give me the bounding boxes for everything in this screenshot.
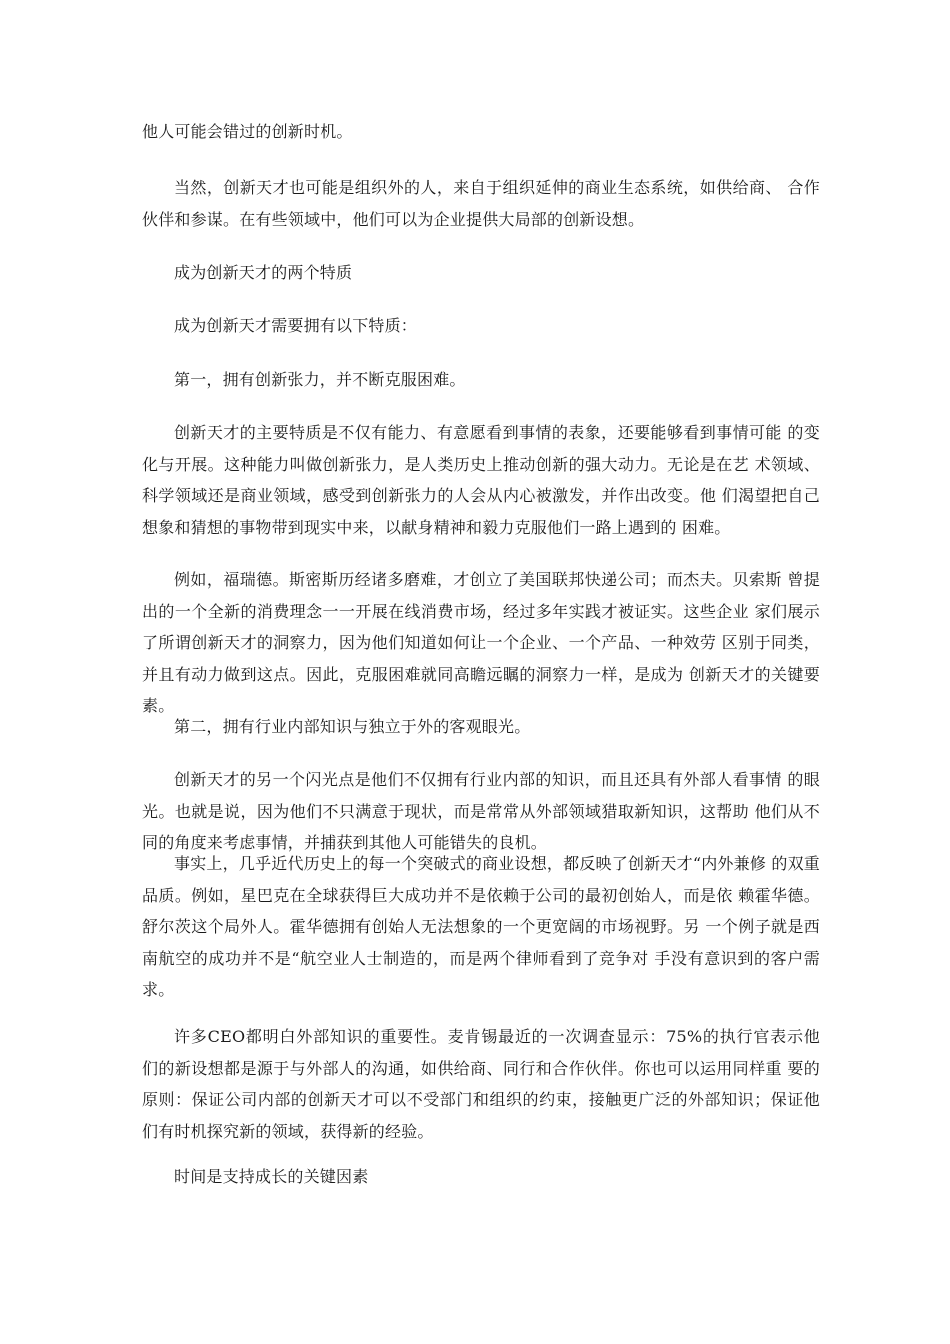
- subheading-first-trait: 第一，拥有创新张力，并不断克服困难。: [174, 370, 466, 389]
- paragraph-mckinsey-survey: 许多CEO都明白外部知识的重要性。麦肯锡最近的一次调查显示：75%的执行官表示他 们的新设想都是源于与外部人的沟通，如供给商、同行和合作伙伴。你也可以运用同样重 要的原则：保证公司内部的创新天才可以不受部门和组织的约束，接触更广泛的外部知识；保证他们有时机探究新的领域，获得新的经验。: [142, 1027, 820, 1141]
- paragraph-outsider-view: 创新天才的另一个闪光点是他们不仅拥有行业内部的知识，而且还具有外部人看事情 的眼光。也就是说，因为他们不只满意于现状，而是常常从外部领域猎取新知识，这帮助 他们从不同的角度来考虑事情，并捕获到其他人可能错失的良机。: [142, 770, 820, 852]
- section-heading-two-traits: 成为创新天才的两个特质: [174, 263, 353, 282]
- subheading-second-trait: 第二，拥有行业内部知识与独立于外的客观眼光。: [174, 717, 531, 736]
- paragraph-external-genius: 当然，创新天才也可能是组织外的人，来自于组织延伸的商业生态系统，如供给商、 合作伙伴和参谋。在有些领域中，他们可以为企业提供大局部的创新设想。: [142, 178, 820, 229]
- paragraph-starbucks-example: 事实上，几乎近代历史上的每一个突破式的商业设想，都反映了创新天才“内外兼修 的双重品质。例如，星巴克在全球获得巨大成功并不是依赖于公司的最初创始人，而是依 赖霍华德。舒尔茨这个局外人。霍华德拥有创始人无法想象的一个更宽阔的市场视野。另 一个例子就是西南航空的成功并不是“航空业人士制造的，而是两个律师看到了竞争对 手没有意识到的客户需求。: [142, 854, 820, 999]
- paragraph-continuation: 他人可能会错过的创新时机。: [142, 122, 353, 141]
- paragraph-innovation-tension: 创新天才的主要特质是不仅有能力、有意愿看到事情的表象，还要能够看到事情可能 的变化与开展。这种能力叫做创新张力，是人类历史上推动创新的强大动力。无论是在艺 术领域、科学领域还是商业领域，感受到创新张力的人会从内心被激发，并作出改变。他 们渴望把自己想象和猜想的事物带到现实中来，以献身精神和毅力克服他们一路上遇到的 困难。: [142, 423, 820, 537]
- section-heading-time: 时间是支持成长的关键因素: [174, 1167, 369, 1186]
- paragraph-fedex-example: 例如，福瑞德。斯密斯历经诸多磨难，才创立了美国联邦快递公司；而杰夫。贝索斯 曾提出的一个全新的消费理念一一开展在线消费市场，经过多年实践才被证实。这些企业 家们展示了所谓创新天才的洞察力，因为他们知道如何让一个企业、一个产品、一种效劳 区别于同类，并且有动力做到这点。因此，克服困难就同高瞻远瞩的洞察力一样，是成为 创新天才的关键要素。: [142, 570, 820, 715]
- paragraph-traits-intro: 成为创新天才需要拥有以下特质：: [174, 316, 418, 335]
